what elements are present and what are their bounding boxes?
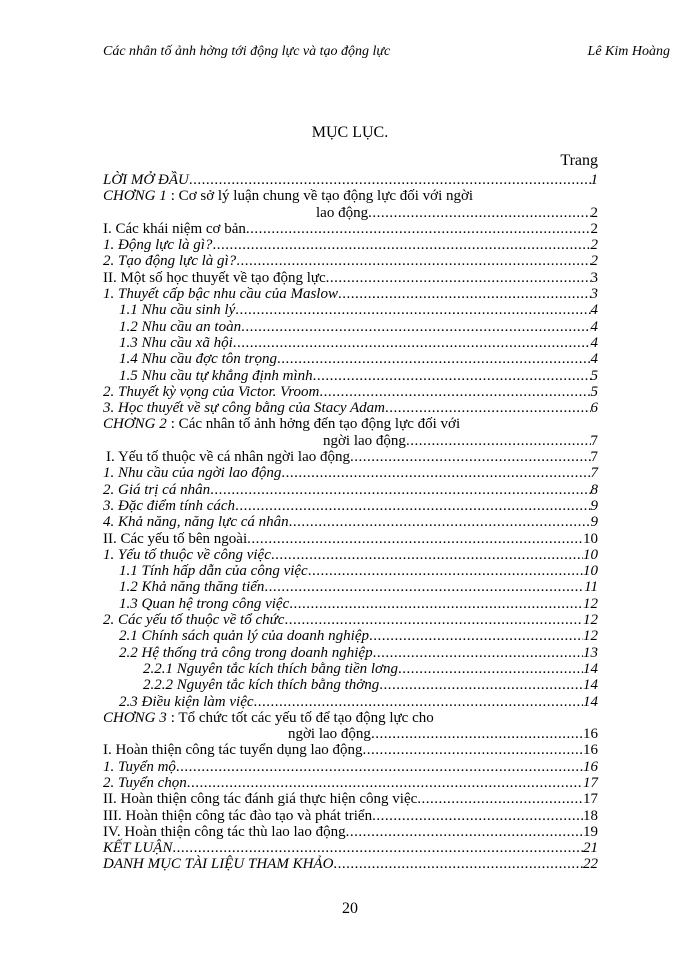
toc-entry-page: 2 — [590, 253, 598, 270]
dot-leader — [176, 759, 583, 775]
toc-entry[interactable] — [103, 661, 598, 677]
page-number: 20 — [342, 900, 358, 917]
toc-chapter-heading[interactable] — [103, 188, 598, 204]
toc-entry-page: 4 — [590, 334, 598, 351]
toc-entry-page: 4 — [590, 351, 598, 368]
toc-entry[interactable] — [103, 808, 598, 824]
dot-leader — [247, 531, 583, 547]
toc-entry[interactable] — [103, 368, 598, 384]
toc-entry-label: II. Một số học thuyết về tạo động lực — [103, 269, 326, 286]
dot-leader — [284, 612, 583, 628]
toc-entry-page: 19 — [583, 823, 598, 840]
toc-entry[interactable] — [103, 302, 598, 318]
toc-entry[interactable] — [103, 856, 598, 872]
chapter-number: CHƠNG 2 — [103, 416, 167, 433]
toc-entry-label: 1.3 Nhu cầu xã hội — [119, 334, 233, 351]
toc-entry[interactable] — [103, 596, 598, 612]
toc-entry-page: 4 — [590, 318, 598, 335]
dot-leader — [368, 205, 590, 221]
dot-leader — [277, 351, 591, 367]
toc-entry-label: 2. Thuyết kỳ vọng của Victor. Vroom — [103, 383, 320, 400]
toc-entry-label: 1.1 Nhu cầu sinh lý — [119, 302, 236, 319]
toc-entry[interactable] — [103, 677, 598, 693]
toc-entry[interactable] — [103, 319, 598, 335]
dot-leader — [210, 482, 590, 498]
toc-entry[interactable] — [103, 270, 598, 286]
toc-entry-label: I. Hoàn thiện công tác tuyển dụng lao động — [103, 742, 363, 759]
toc-entry-label: 1. Động lực là gì? — [103, 237, 213, 254]
dot-leader — [326, 270, 591, 286]
toc-entry[interactable] — [103, 840, 598, 856]
dot-leader — [363, 742, 583, 758]
chapter-title: : Tổ chức tốt các yếu tố để tạo động lực cho — [170, 709, 434, 726]
toc-entry[interactable] — [103, 563, 598, 579]
toc-entry[interactable] — [103, 335, 598, 351]
toc-entry-label: 1.2 Khả năng thăng tiến — [119, 579, 265, 596]
toc-entry-label: III. Hoàn thiện công tác đào tạo và phát triển — [103, 807, 373, 824]
toc-entry[interactable] — [103, 514, 598, 530]
toc-entry-page: 14 — [583, 660, 598, 677]
table-of-contents — [103, 172, 598, 873]
toc-entry-label: 1. Thuyết cấp bậc nhu cầu của Maslow — [103, 286, 338, 303]
toc-entry-page: 22 — [583, 856, 598, 873]
toc-entry-page: 14 — [583, 693, 598, 710]
toc-entry-label: ngời lao động — [288, 726, 371, 743]
toc-entry-label: 1.3 Quan hệ trong công việc — [119, 595, 290, 612]
toc-entry[interactable] — [103, 579, 598, 595]
dot-leader — [406, 433, 591, 449]
toc-entry-page: 4 — [590, 302, 598, 319]
toc-entry[interactable] — [103, 498, 598, 514]
toc-entry[interactable] — [103, 351, 598, 367]
toc-entry-label: II. Các yếu tố bên ngoài — [103, 530, 248, 547]
chapter-title: : Cơ sở lý luận chung về tạo động lực đối với ngời — [170, 188, 474, 205]
toc-entry-label: ngời lao động — [323, 432, 406, 449]
toc-entry-label: 2. Tuyển chọn — [103, 774, 187, 791]
toc-entry-page: 9 — [590, 514, 598, 531]
toc-entry-label: 2.2 Hệ thống trả công trong doanh nghiệp — [119, 644, 373, 661]
dot-leader — [281, 465, 590, 481]
toc-entry-page: 16 — [583, 742, 598, 759]
toc-entry-label: 1.1 Tính hấp dẫn của công việc — [119, 563, 308, 580]
toc-entry-page: 9 — [590, 497, 598, 514]
toc-entry[interactable] — [103, 628, 598, 644]
toc-entry-label: KẾT LUẬN — [103, 840, 173, 857]
toc-entry-page: 12 — [583, 612, 598, 629]
toc-entry-label: 4. Khả năng, năng lực cá nhân — [103, 514, 289, 531]
toc-entry-page: 17 — [583, 774, 598, 791]
toc-entry-label: IV. Hoàn thiện công tác thù lao lao động — [103, 823, 346, 840]
toc-entry-label: 2. Tạo động lực là gì? — [103, 253, 237, 270]
page-title: MỤC LỤC. — [311, 124, 389, 141]
toc-entry[interactable] — [103, 482, 598, 498]
toc-entry-label: 1.5 Nhu cầu tự khẳng định mình — [119, 367, 313, 384]
toc-entry-label: 2. Các yếu tố thuộc về tổ chức — [103, 612, 285, 629]
toc-entry[interactable] — [103, 612, 598, 628]
dot-leader — [398, 661, 583, 677]
toc-entry-page: 1 — [590, 172, 598, 188]
dot-leader — [289, 514, 591, 530]
toc-entry[interactable] — [103, 433, 598, 449]
toc-entry-label: 1. Yếu tố thuộc về công việc — [103, 546, 271, 563]
toc-entry-label: 1.2 Nhu cầu an toàn — [119, 318, 242, 335]
toc-entry-label: 1.4 Nhu cầu đợc tôn trọng — [119, 351, 277, 368]
toc-entry-page: 8 — [590, 481, 598, 498]
dot-leader — [372, 808, 583, 824]
toc-entry-page: 2 — [590, 204, 598, 221]
dot-leader — [289, 596, 583, 612]
toc-entry-label: II. Hoàn thiện công tác đánh giá thực hiện công việc — [103, 791, 418, 808]
toc-entry-label: 2.3 Điều kiện làm việc — [119, 693, 254, 710]
dot-leader — [235, 498, 590, 514]
toc-entry[interactable] — [103, 759, 598, 775]
toc-entry[interactable] — [103, 205, 598, 221]
toc-entry-label: 1. Tuyển mộ — [103, 758, 176, 775]
toc-entry[interactable] — [103, 465, 598, 481]
running-header-author: Lê Kim Hoàng — [587, 44, 670, 59]
toc-entry[interactable] — [103, 221, 598, 237]
dot-leader — [233, 335, 591, 351]
chapter-title: : Các nhân tố ảnh hởng đến tạo động lực đối với — [170, 416, 461, 433]
toc-entry-page: 7 — [590, 465, 598, 482]
toc-entry[interactable] — [103, 172, 598, 188]
dot-leader — [254, 694, 583, 710]
toc-entry-page: 11 — [584, 579, 598, 596]
toc-entry-label: I. Yếu tố thuộc về cá nhân ngời lao động — [106, 449, 350, 466]
dot-leader — [264, 579, 584, 595]
toc-entry-page: 10 — [583, 530, 598, 547]
dot-leader — [373, 645, 583, 661]
toc-entry-label: 3. Đặc điểm tính cách — [103, 497, 236, 514]
dot-leader — [241, 319, 590, 335]
dot-leader — [333, 856, 583, 872]
toc-entry[interactable] — [103, 726, 598, 742]
dot-leader — [369, 628, 583, 644]
dot-leader — [371, 726, 583, 742]
toc-entry-page: 2 — [590, 220, 598, 237]
dot-leader — [246, 221, 591, 237]
toc-entry-label: 2.2.2 Nguyên tắc kích thích bằng thởng — [143, 677, 380, 694]
dot-leader — [385, 400, 591, 416]
dot-leader — [338, 286, 591, 302]
dot-leader — [271, 547, 583, 563]
toc-entry-label: lao động — [316, 204, 369, 221]
toc-entry[interactable] — [103, 694, 598, 710]
dot-leader — [379, 677, 583, 693]
toc-entry-page: 5 — [590, 367, 598, 384]
toc-entry-page: 12 — [583, 628, 598, 645]
toc-entry-page: 5 — [590, 383, 598, 400]
toc-entry[interactable] — [103, 384, 598, 400]
running-header-title: Các nhân tố ảnh hởng tới động lực và tạo động lực — [103, 44, 391, 59]
dot-leader — [313, 368, 591, 384]
toc-entry-label: LỜI MỞ ĐẦU — [103, 172, 189, 188]
dot-leader — [172, 840, 583, 856]
toc-entry-page: 17 — [583, 791, 598, 808]
toc-chapter-heading[interactable] — [103, 416, 598, 432]
toc-entry[interactable] — [103, 547, 598, 563]
toc-entry[interactable] — [103, 449, 598, 465]
toc-entry-page: 6 — [590, 400, 598, 417]
dot-leader — [236, 253, 590, 269]
dot-leader — [189, 172, 591, 188]
toc-entry-page: 10 — [583, 563, 598, 580]
toc-entry[interactable] — [103, 286, 598, 302]
toc-entry[interactable] — [103, 791, 598, 807]
dot-leader — [417, 791, 583, 807]
toc-entry-label: I. Các khái niệm cơ bản — [103, 220, 246, 237]
dot-leader — [212, 237, 590, 253]
toc-entry-page: 21 — [583, 840, 598, 857]
toc-entry[interactable] — [103, 237, 598, 253]
dot-leader — [187, 775, 583, 791]
toc-entry[interactable] — [103, 531, 598, 547]
dot-leader — [308, 563, 583, 579]
toc-entry-label: 2. Giá trị cá nhân — [103, 481, 211, 498]
toc-entry[interactable] — [103, 253, 598, 269]
toc-entry-page: 3 — [590, 269, 598, 286]
chapter-number: CHƠNG 1 — [103, 188, 167, 205]
toc-entry-page: 16 — [583, 726, 598, 743]
toc-chapter-heading[interactable] — [103, 710, 598, 726]
toc-entry[interactable] — [103, 824, 598, 840]
toc-entry-label: 2.1 Chính sách quản lý của doanh nghiệp — [119, 628, 369, 645]
toc-entry-label: DANH MỤC TÀI LIỆU THAM KHẢO — [103, 856, 334, 873]
dot-leader — [350, 449, 591, 465]
toc-entry-label: 2.2.1 Nguyên tắc kích thích bằng tiền lơng — [143, 660, 399, 677]
toc-entry[interactable] — [103, 775, 598, 791]
page-column-label: Trang — [560, 152, 598, 169]
toc-entry-page: 14 — [583, 677, 598, 694]
toc-entry-page: 7 — [590, 432, 598, 449]
toc-entry-page: 12 — [583, 595, 598, 612]
toc-entry-page: 2 — [590, 237, 598, 254]
toc-entry-page: 18 — [583, 807, 598, 824]
toc-entry[interactable] — [103, 742, 598, 758]
toc-entry-page: 10 — [583, 546, 598, 563]
toc-entry-label: 3. Học thuyết về sự công bằng của Stacy Adam — [103, 400, 385, 417]
toc-entry-page: 3 — [590, 286, 598, 303]
toc-entry[interactable] — [103, 645, 598, 661]
toc-entry-page: 7 — [590, 449, 598, 466]
dot-leader — [346, 824, 583, 840]
toc-entry-page: 13 — [583, 644, 598, 661]
chapter-number: CHƠNG 3 — [103, 709, 167, 726]
toc-entry-label: 1. Nhu cầu của ngời lao động — [103, 465, 282, 482]
dot-leader — [235, 302, 590, 318]
dot-leader — [319, 384, 590, 400]
toc-entry-page: 16 — [583, 758, 598, 775]
toc-entry[interactable] — [103, 400, 598, 416]
